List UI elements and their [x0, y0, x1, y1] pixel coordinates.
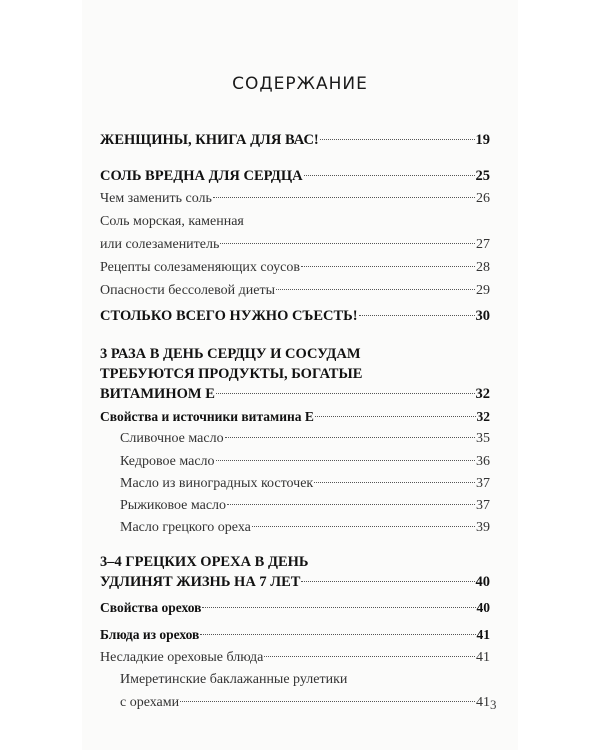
- toc-entry-page: 32: [475, 386, 490, 402]
- toc-entry-page: 39: [476, 520, 490, 535]
- toc-entry: [100, 166, 490, 186]
- toc-entry-page: 41: [476, 627, 490, 642]
- toc-entry: [100, 258, 490, 278]
- leader-dots: [213, 197, 475, 198]
- toc-entry-text: Рецепты солезаменяющих соусов: [100, 260, 300, 275]
- leader-dots: [315, 416, 476, 417]
- leader-dots: [314, 482, 475, 483]
- toc-entry-text-line: Имеретинские баклажанные рулетики: [120, 672, 348, 687]
- toc-entry: [100, 281, 490, 301]
- toc-entry-text: Чем заменить соль: [100, 191, 212, 206]
- toc-entry-text-line: 3 РАЗА В ДЕНЬ СЕРДЦУ И СОСУДАМ: [100, 346, 361, 362]
- toc-entry: [100, 130, 490, 150]
- toc-entry-page: 35: [476, 431, 490, 446]
- toc-entry: [100, 306, 490, 326]
- toc-entry-page: 37: [476, 476, 490, 491]
- leader-dots: [225, 437, 475, 438]
- toc-entry-text: Опасности бессолевой диеты: [100, 283, 275, 298]
- leader-dots: [227, 504, 475, 505]
- toc-entry: [120, 518, 490, 538]
- leader-dots: [216, 460, 475, 461]
- toc-entry-text: Кедровое масло: [120, 454, 215, 469]
- toc-entry-text: Сливочное масло: [120, 431, 224, 446]
- toc-entry-page: 36: [476, 454, 490, 469]
- toc-entry-text: Несладкие ореховые блюда: [100, 650, 264, 665]
- toc-entry: [120, 496, 490, 516]
- page-title: СОДЕРЖАНИЕ: [232, 74, 368, 94]
- toc-entry-text-line: ВИТАМИНОМ Е: [100, 386, 215, 402]
- leader-dots: [359, 315, 475, 316]
- toc-entry: [100, 648, 490, 668]
- leader-dots: [220, 243, 475, 244]
- leader-dots: [202, 607, 475, 608]
- toc-entry-page: 27: [476, 237, 490, 252]
- leader-dots: [216, 393, 475, 394]
- toc-entry-text-line: Соль морская, каменная: [100, 214, 244, 229]
- toc-entry-text: Свойства и источники витамина Е: [100, 409, 314, 424]
- toc-entry-text: СОЛЬ ВРЕДНА ДЛЯ СЕРДЦА: [100, 168, 303, 184]
- leader-dots: [301, 266, 475, 267]
- toc-entry-text: Масло грецкого ореха: [120, 520, 251, 535]
- leader-dots: [304, 175, 475, 176]
- book-page: [82, 0, 518, 750]
- toc-entry: [100, 552, 490, 592]
- toc-entry: [100, 189, 490, 209]
- leader-dots: [264, 656, 475, 657]
- toc-entry-text-line: ТРЕБУЮТСЯ ПРОДУКТЫ, БОГАТЫЕ: [100, 366, 363, 382]
- leader-dots: [252, 526, 475, 527]
- toc-entry-text-line: с орехами: [120, 695, 180, 710]
- toc-entry: [100, 344, 490, 404]
- toc-entry-text-line: или солезаменитель: [100, 237, 220, 252]
- toc-entry-page: 28: [476, 260, 490, 275]
- toc-entry-text: Свойства орехов: [100, 600, 202, 615]
- toc-entry-page: 41: [476, 695, 490, 710]
- toc-entry-page: 41: [476, 650, 490, 665]
- toc-entry-text-line: 3–4 ГРЕЦКИХ ОРЕХА В ДЕНЬ: [100, 554, 309, 570]
- toc-entry-page: 37: [476, 498, 490, 513]
- toc-entry: [100, 598, 490, 618]
- toc-entry-page: 32: [476, 409, 490, 424]
- toc-entry-page: 25: [475, 168, 490, 184]
- toc-entry-text: СТОЛЬКО ВСЕГО НУЖНО СЪЕСТЬ!: [100, 308, 358, 324]
- toc-entry: [120, 452, 490, 472]
- toc-entry-page: 40: [475, 574, 490, 590]
- toc-entry-text: ЖЕНЩИНЫ, КНИГА ДЛЯ ВАС!: [100, 132, 319, 148]
- toc-entry-page: 40: [476, 600, 490, 615]
- toc-entry-page: 26: [476, 191, 490, 206]
- toc-entry: [100, 212, 490, 255]
- leader-dots: [320, 139, 475, 140]
- page-number: 3: [490, 697, 497, 712]
- toc-entry-text: Рыжиковое масло: [120, 498, 227, 513]
- toc-entry: [120, 670, 490, 713]
- toc-entry-page: 29: [476, 283, 490, 298]
- toc-entry: [120, 429, 490, 449]
- toc-entry: [100, 625, 490, 645]
- toc-entry: [120, 474, 490, 494]
- toc-entry-text: Блюда из орехов: [100, 627, 200, 642]
- leader-dots: [301, 581, 474, 582]
- leader-dots: [276, 289, 475, 290]
- toc-entry: [100, 407, 490, 427]
- toc-entry-text: Масло из виноградных косточек: [120, 476, 314, 491]
- toc-entry-page: 30: [475, 308, 490, 324]
- toc-entry-page: 19: [475, 132, 490, 148]
- leader-dots: [180, 701, 475, 702]
- toc-entry-text-line: УДЛИНЯТ ЖИЗНЬ НА 7 ЛЕТ: [100, 574, 301, 590]
- leader-dots: [200, 634, 475, 635]
